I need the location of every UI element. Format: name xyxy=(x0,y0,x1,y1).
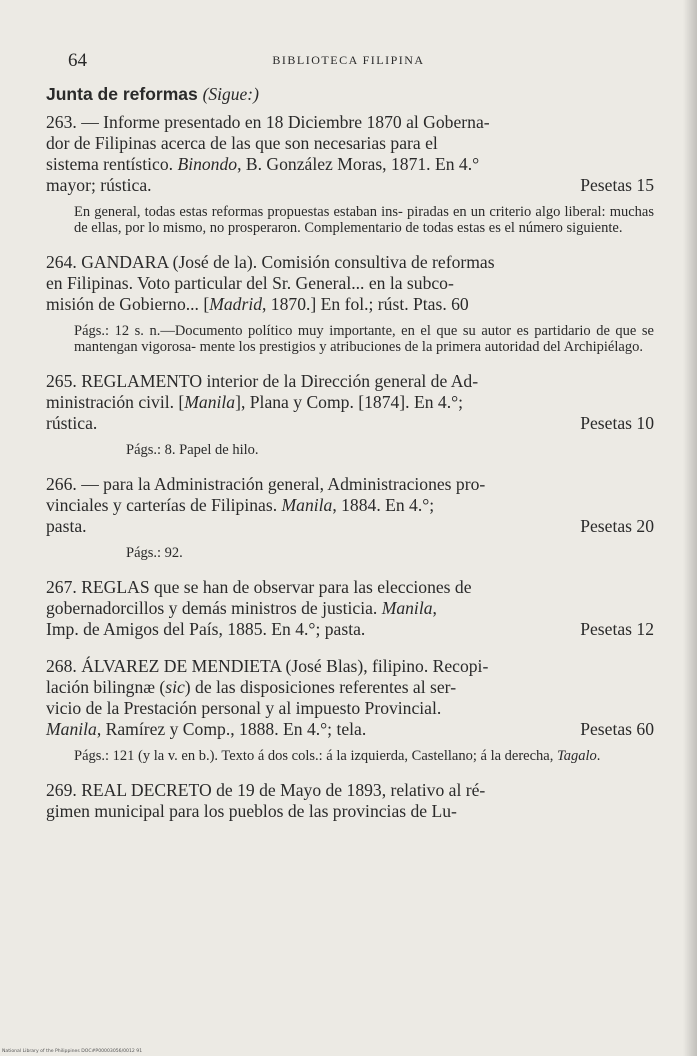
catalog-entries xyxy=(46,112,654,822)
entry-line: 267. REGLAS que se han de observar para las elecciones de xyxy=(46,577,472,597)
entry-266 xyxy=(46,474,654,561)
entry-line: 269. REAL DECRETO de 19 de Mayo de 1893, relativo al ré- xyxy=(46,780,486,800)
entry-264 xyxy=(46,252,654,355)
entry-line: lación bilingnæ ( xyxy=(46,677,166,697)
entry-line: 263. — Informe presentado en 18 Diciembre 1870 al Goberna- xyxy=(46,112,490,132)
imprint-place: Binondo xyxy=(177,154,238,174)
running-title: BIBLIOTECA FILIPINA xyxy=(272,53,425,67)
entry-line: dor de Filipinas acerca de las que son necesarias para el xyxy=(46,133,438,153)
note-text: . xyxy=(596,748,601,764)
entry-price: Pesetas 20 xyxy=(580,516,654,536)
entry-263 xyxy=(46,112,654,236)
entry-line: gimen municipal para los pueblos de las provincias de Lu- xyxy=(46,801,457,821)
entry-line: mayor; rústica. xyxy=(46,175,152,195)
entry-line: 265. REGLAMENTO interior de la Dirección general de Ad- xyxy=(46,371,479,391)
entry-line: , B. González Moras, 1871. En 4.° xyxy=(237,154,480,174)
imprint-place: Manila xyxy=(46,719,97,739)
entry-line: misión de Gobierno... [ xyxy=(46,294,210,314)
entry-note: En general, todas estas reformas propuestas estaban ins- piradas en un criterio algo liberal: muchas de ellas, por lo mismo, no prosperaron. Complementario de todas estas es el número siguiente. xyxy=(74,204,654,236)
entry-price: Pesetas 12 xyxy=(580,619,654,639)
entry-line: , 1884. En 4.°; xyxy=(332,495,435,515)
entry-price: Pesetas 10 xyxy=(580,413,654,433)
entry-line: vinciales y carterías de Filipinas. xyxy=(46,495,282,515)
entry-line: en Filipinas. Voto particular del Sr. General... en la subco- xyxy=(46,273,454,293)
section-title: Junta de reformas xyxy=(46,84,198,104)
entry-price: Pesetas 15 xyxy=(580,175,654,195)
entry-price: Pesetas 60 xyxy=(580,719,654,739)
section-continued: (Sigue:) xyxy=(202,84,259,104)
imprint-place: Manila xyxy=(281,495,333,515)
entry-269 xyxy=(46,780,654,822)
entry-line: , Ramírez y Comp., 1888. En 4.°; tela. xyxy=(96,719,367,739)
entry-268 xyxy=(46,656,654,764)
entry-line: Imp. de Amigos del País, 1885. En 4.°; pasta. xyxy=(46,619,366,639)
running-header xyxy=(68,50,629,70)
note-italic: Tagalo xyxy=(556,748,597,764)
entry-line: ) de las disposiciones referentes al ser- xyxy=(184,677,457,697)
entry-line: ministración civil. [ xyxy=(46,392,185,412)
sic-mark: sic xyxy=(165,677,185,697)
entry-267: 267. REGLAS que se han de observar para las elecciones de gobernadorcillos y demás ministros de justicia. Manila, Imp. de Amigos del País, 1885. En 4.°; pasta. Pesetas 12 xyxy=(46,577,654,639)
note-text: Págs.: 121 (y la v. en b.). Texto á dos cols.: á la izquierda, Castellano; á la derecha, xyxy=(74,748,557,764)
entry-line: , 1870.] En fol.; rúst. Ptas. 60 xyxy=(262,294,469,314)
entry-line: 268. ÁLVAREZ DE MENDIETA (José Blas), filipino. Recopi- xyxy=(46,656,489,676)
entry-line: rústica. xyxy=(46,413,98,433)
entry-line: 264. GANDARA (José de la). Comisión consultiva de reformas xyxy=(46,252,495,272)
page-number: 64 xyxy=(68,50,87,71)
entry-line: 266. — para la Administración general, Administraciones pro- xyxy=(46,474,486,494)
entry-note: Págs.: 12 s. n.—Documento político muy importante, en el que su autor es partidario de que se mantengan vigorosa- mente los prestigios y atribuciones de la primera autoridad del Archipiélago. xyxy=(74,323,654,355)
entry-line: pasta. xyxy=(46,516,87,536)
entry-note: Págs.: 8. Papel de hilo. xyxy=(126,442,259,458)
entry-line: sistema rentístico. xyxy=(46,154,178,174)
entry-note: Págs.: 92. xyxy=(126,545,183,561)
imprint-place: Manila xyxy=(184,392,236,412)
entry-265 xyxy=(46,371,654,458)
scan-credit: National Library of the Philippines DOC#P00003056/0012 91 xyxy=(2,1049,143,1054)
imprint-place: Manila xyxy=(381,598,433,618)
entry-line: vicio de la Prestación personal y al impuesto Provincial. xyxy=(46,698,442,718)
page-edge-shadow xyxy=(683,0,697,1056)
entry-line: gobernadorcillos y demás ministros de justicia. xyxy=(46,598,382,618)
entry-line: ], Plana y Comp. [1874]. En 4.°; xyxy=(235,392,464,412)
imprint-place: Madrid xyxy=(209,294,262,314)
section-heading xyxy=(46,84,259,105)
entry-note xyxy=(46,748,654,764)
